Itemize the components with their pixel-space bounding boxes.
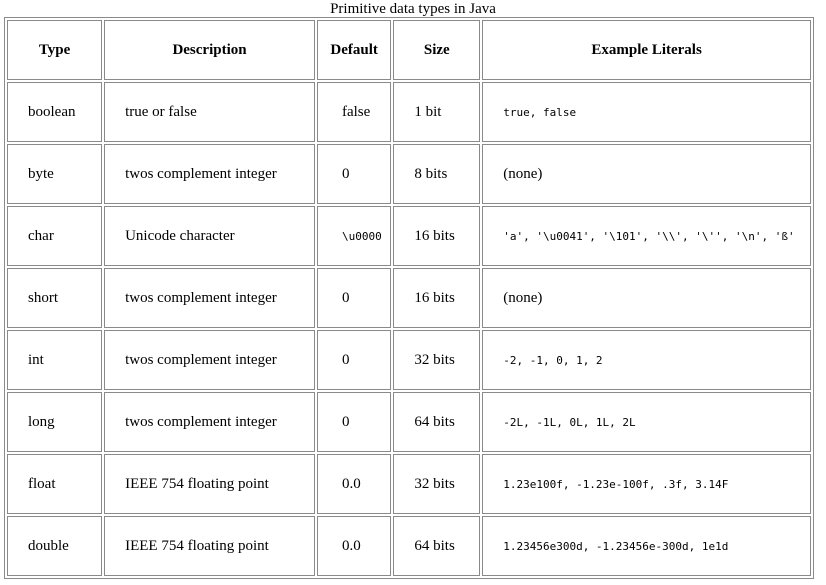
default-value: 0.0 <box>341 537 361 554</box>
cell-type: float <box>7 454 102 514</box>
cell-type: boolean <box>7 82 102 142</box>
header-type: Type <box>7 20 102 80</box>
table-row <box>7 82 811 142</box>
cell-description: IEEE 754 floating point <box>104 454 315 514</box>
cell-default <box>317 516 391 576</box>
cell-size: 64 bits <box>393 392 480 452</box>
example-literals: 1.23456e300d, -1.23456e-300d, 1e1d <box>503 539 729 553</box>
cell-type: int <box>7 330 102 390</box>
cell-type: long <box>7 392 102 452</box>
table-row <box>7 516 811 576</box>
cell-size: 16 bits <box>393 206 480 266</box>
primitive-types-table <box>4 17 814 579</box>
cell-size: 32 bits <box>393 454 480 514</box>
default-value: 0 <box>341 351 350 368</box>
cell-default <box>317 268 391 328</box>
cell-examples <box>482 82 811 142</box>
cell-size: 32 bits <box>393 330 480 390</box>
cell-size: 1 bit <box>393 82 480 142</box>
example-literals: 'a', '\u0041', '\101', '\\', '\'', '\n', 'ß' <box>503 229 795 243</box>
cell-examples <box>482 206 811 266</box>
cell-description: twos complement integer <box>104 330 315 390</box>
cell-default <box>317 82 391 142</box>
example-literals: true, false <box>503 105 577 119</box>
cell-description: twos complement integer <box>104 144 315 204</box>
table-row <box>7 206 811 266</box>
cell-type: char <box>7 206 102 266</box>
cell-type: double <box>7 516 102 576</box>
cell-description: true or false <box>104 82 315 142</box>
cell-size: 64 bits <box>393 516 480 576</box>
cell-description: twos complement integer <box>104 392 315 452</box>
cell-default <box>317 206 391 266</box>
header-size: Size <box>393 20 480 80</box>
cell-size: 8 bits <box>393 144 480 204</box>
cell-description: Unicode character <box>104 206 315 266</box>
cell-type: short <box>7 268 102 328</box>
example-literals: -2L, -1L, 0L, 1L, 2L <box>503 415 636 429</box>
example-literals: 1.23e100f, -1.23e-100f, .3f, 3.14F <box>503 477 729 491</box>
cell-examples <box>482 144 811 204</box>
cell-examples <box>482 392 811 452</box>
default-value: 0 <box>341 165 350 182</box>
header-row <box>7 20 811 80</box>
default-value: 0.0 <box>341 475 361 492</box>
table-row <box>7 268 811 328</box>
table-row <box>7 392 811 452</box>
header-default: Default <box>317 20 391 80</box>
cell-examples <box>482 268 811 328</box>
cell-default <box>317 454 391 514</box>
example-literals: (none) <box>503 289 543 306</box>
default-value: false <box>341 103 371 120</box>
cell-default <box>317 144 391 204</box>
cell-description: twos complement integer <box>104 268 315 328</box>
default-value: 0 <box>341 413 350 430</box>
table-row <box>7 144 811 204</box>
cell-default <box>317 392 391 452</box>
table-row <box>7 454 811 514</box>
example-literals: (none) <box>503 165 543 182</box>
header-example-literals: Example Literals <box>482 20 811 80</box>
cell-size: 16 bits <box>393 268 480 328</box>
default-value: \u0000 <box>341 229 382 243</box>
table-caption: Primitive data types in Java <box>330 1 496 17</box>
cell-description: IEEE 754 floating point <box>104 516 315 576</box>
cell-default <box>317 330 391 390</box>
cell-examples <box>482 454 811 514</box>
header-description: Description <box>104 20 315 80</box>
cell-examples <box>482 330 811 390</box>
default-value: 0 <box>341 289 350 306</box>
table-row <box>7 330 811 390</box>
cell-type: byte <box>7 144 102 204</box>
example-literals: -2, -1, 0, 1, 2 <box>503 353 603 367</box>
cell-examples <box>482 516 811 576</box>
